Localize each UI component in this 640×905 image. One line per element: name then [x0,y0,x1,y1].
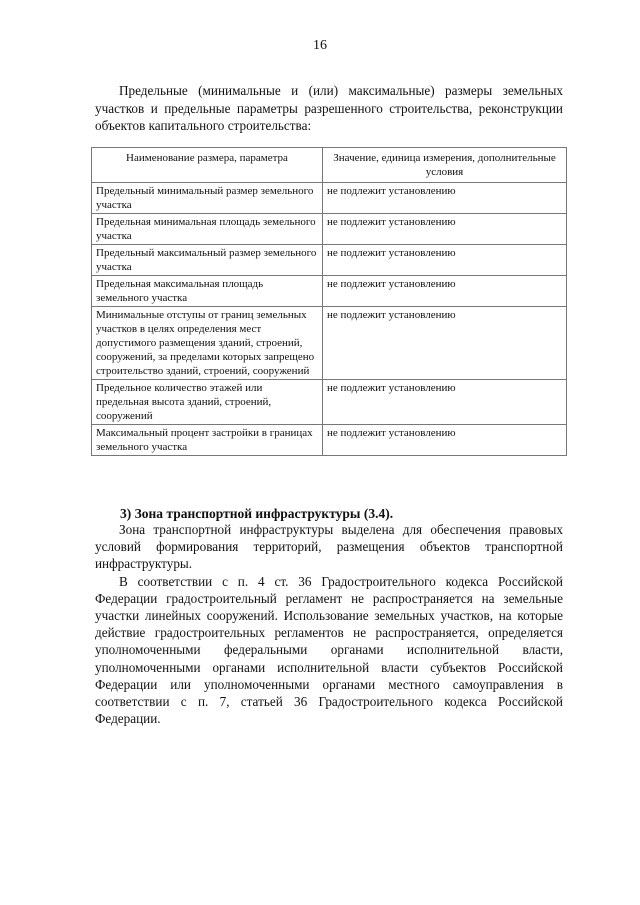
table-cell-value: не подлежит установлению [323,276,567,307]
table-row [92,276,567,307]
table-cell-value: не подлежит установлению [323,214,567,245]
table-cell-parameter: Предельное количество этажей или предельная высота зданий, строений, сооружений [92,380,323,425]
table-cell-parameter: Предельный максимальный размер земельного участка [92,245,323,276]
table-header-name: Наименование размера, параметра [92,148,323,183]
table-cell-value: не подлежит установлению [323,380,567,425]
table-cell-parameter: Максимальный процент застройки в границах земельного участка [92,425,323,456]
page-number: 16 [313,38,327,53]
table-cell-value: не подлежит установлению [323,425,567,456]
table-cell-parameter: Предельная максимальная площадь земельного участка [92,276,323,307]
table-row [92,183,567,214]
section-body [95,521,563,727]
section-paragraph: В соответствии с п. 4 ст. 36 Градостроительного кодекса Российской Федерации градостроительный регламент не распространяется на земельные участки линейных сооружений. Использование земельных участков, на которые действие градостроительных регламентов не распространяется, определяется уполномоченными федеральными органами исполнительной власти, уполномоченными органами исполнительной власти субъектов Российской Федерации или уполномоченными органами местного самоуправления в соответствии с п. 7, статьей 36 Градостроительного кодекса Российской Федерации. [95,573,563,727]
table-cell-value: не подлежит установлению [323,183,567,214]
table-row [92,307,567,380]
table-cell-value: не подлежит установлению [323,245,567,276]
intro-paragraph: Предельные (минимальные и (или) максимальные) размеры земельных участков и предельные параметры разрешенного строительства, реконструкции объектов капитального строительства: [95,83,563,133]
table-row [92,425,567,456]
table-cell-parameter: Предельный минимальный размер земельного участка [92,183,323,214]
table-cell-value: не подлежит установлению [323,307,567,380]
table-header-row [92,148,567,183]
section-paragraph: Зона транспортной инфраструктуры выделена для обеспечения правовых условий формирования территорий, размещения объектов транспортной инфраструктуры. [95,522,563,572]
table-row [92,245,567,276]
table-header-value: Значение, единица измерения, дополнительные условия [323,148,567,183]
section-title: 3) Зона транспортной инфраструктуры (3.4). [120,506,394,521]
parameters-table [91,147,567,456]
table-row [92,214,567,245]
table-row [92,380,567,425]
table-cell-parameter: Минимальные отступы от границ земельных участков в целях определения мест допустимого размещения зданий, строений, сооружений, за пределами которых запрещено строительство зданий, строений, сооружений [92,307,323,380]
table-cell-parameter: Предельная минимальная площадь земельного участка [92,214,323,245]
